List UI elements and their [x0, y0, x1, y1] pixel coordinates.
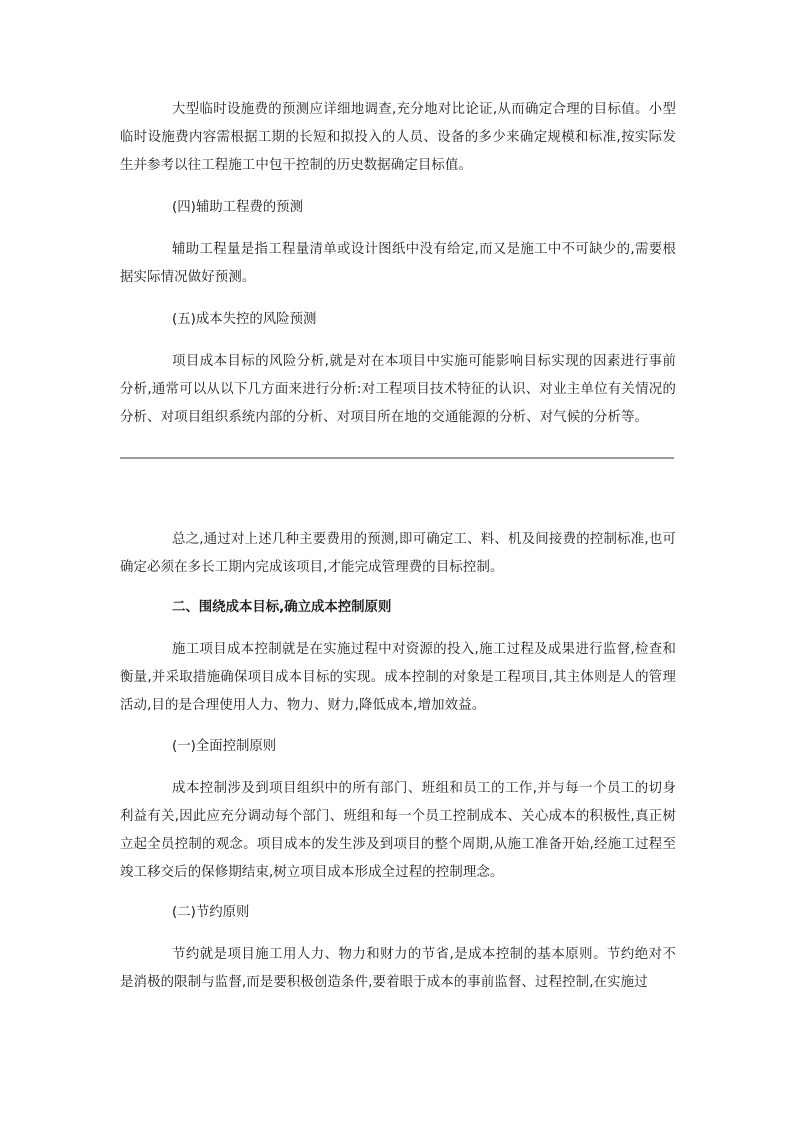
- paragraph-comprehensive-control: 成本控制涉及到项目组织中的所有部门、班组和员工的工作,并与每一个员工的切身利益有关,因此应充分调动每个部门、班组和每一个员工控制成本、关心成本的积极性,真正树立起全员控制的观念。项目成本的发生涉及到项目的整个周期,从施工准备开始,经施工过程至竣工移交后的保修期结束,树立项目成本形成全过程的控制理念。: [120, 781, 676, 880]
- paragraph-saving-principle: 节约就是项目施工用人力、物力和财力的节省,是成本控制的基本原则。节约绝对不是消极的限制与监督,而是要积极创造条件,要着眼于成本的事前监督、过程控制,在实施过: [120, 947, 676, 990]
- heading-auxiliary-cost: (四)辅助工程费的预测: [172, 200, 303, 215]
- heading-comprehensive-control: (一)全面控制原则: [172, 739, 277, 754]
- paragraph-cost-control-definition: 施工项目成本控制就是在实施过程中对资源的投入,施工过程及成果进行监督,检查和衡量,并采取措施确保项目成本目标的实现。成本控制的对象是工程项目,其主体则是人的管理活动,目的是合理使用人力、物力、财力,降低成本,增加效益。: [120, 642, 676, 713]
- page-divider: [120, 457, 674, 459]
- paragraph-summary: 总之,通过对上述几种主要费用的预测,即可确定工、料、机及间接费的控制标准,也可确定必须在多长工期内完成该项目,才能完成管理费的目标控制。: [120, 532, 676, 575]
- heading-saving-principle: (二)节约原则: [172, 905, 250, 920]
- paragraph-risk-forecast: 项目成本目标的风险分析,就是对在本项目中实施可能影响目标实现的因素进行事前分析,通常可以从以下几方面来进行分析:对工程项目技术特征的认识、对业主单位有关情况的分析、对项目组织系统内部的分析、对项目所在地的交通能源的分析、对气候的分析等。: [120, 354, 676, 425]
- paragraph-auxiliary-cost: 辅助工程量是指工程量清单或设计图纸中没有给定,而又是施工中不可缺少的,需要根据实际情况做好预测。: [120, 242, 676, 285]
- paragraph-temporary-facilities: 大型临时设施费的预测应详细地调查,充分地对比论证,从而确定合理的目标值。小型临时设施费内容需根据工期的长短和拟投入的人员、设备的多少来确定规模和标准,按实际发生并参考以往工程施工中包干控制的历史数据确定目标值。: [120, 102, 676, 173]
- heading-risk-forecast: (五)成本失控的风险预测: [172, 312, 317, 327]
- heading-control-principles: 二、围绕成本目标,确立成本控制原则: [172, 600, 392, 615]
